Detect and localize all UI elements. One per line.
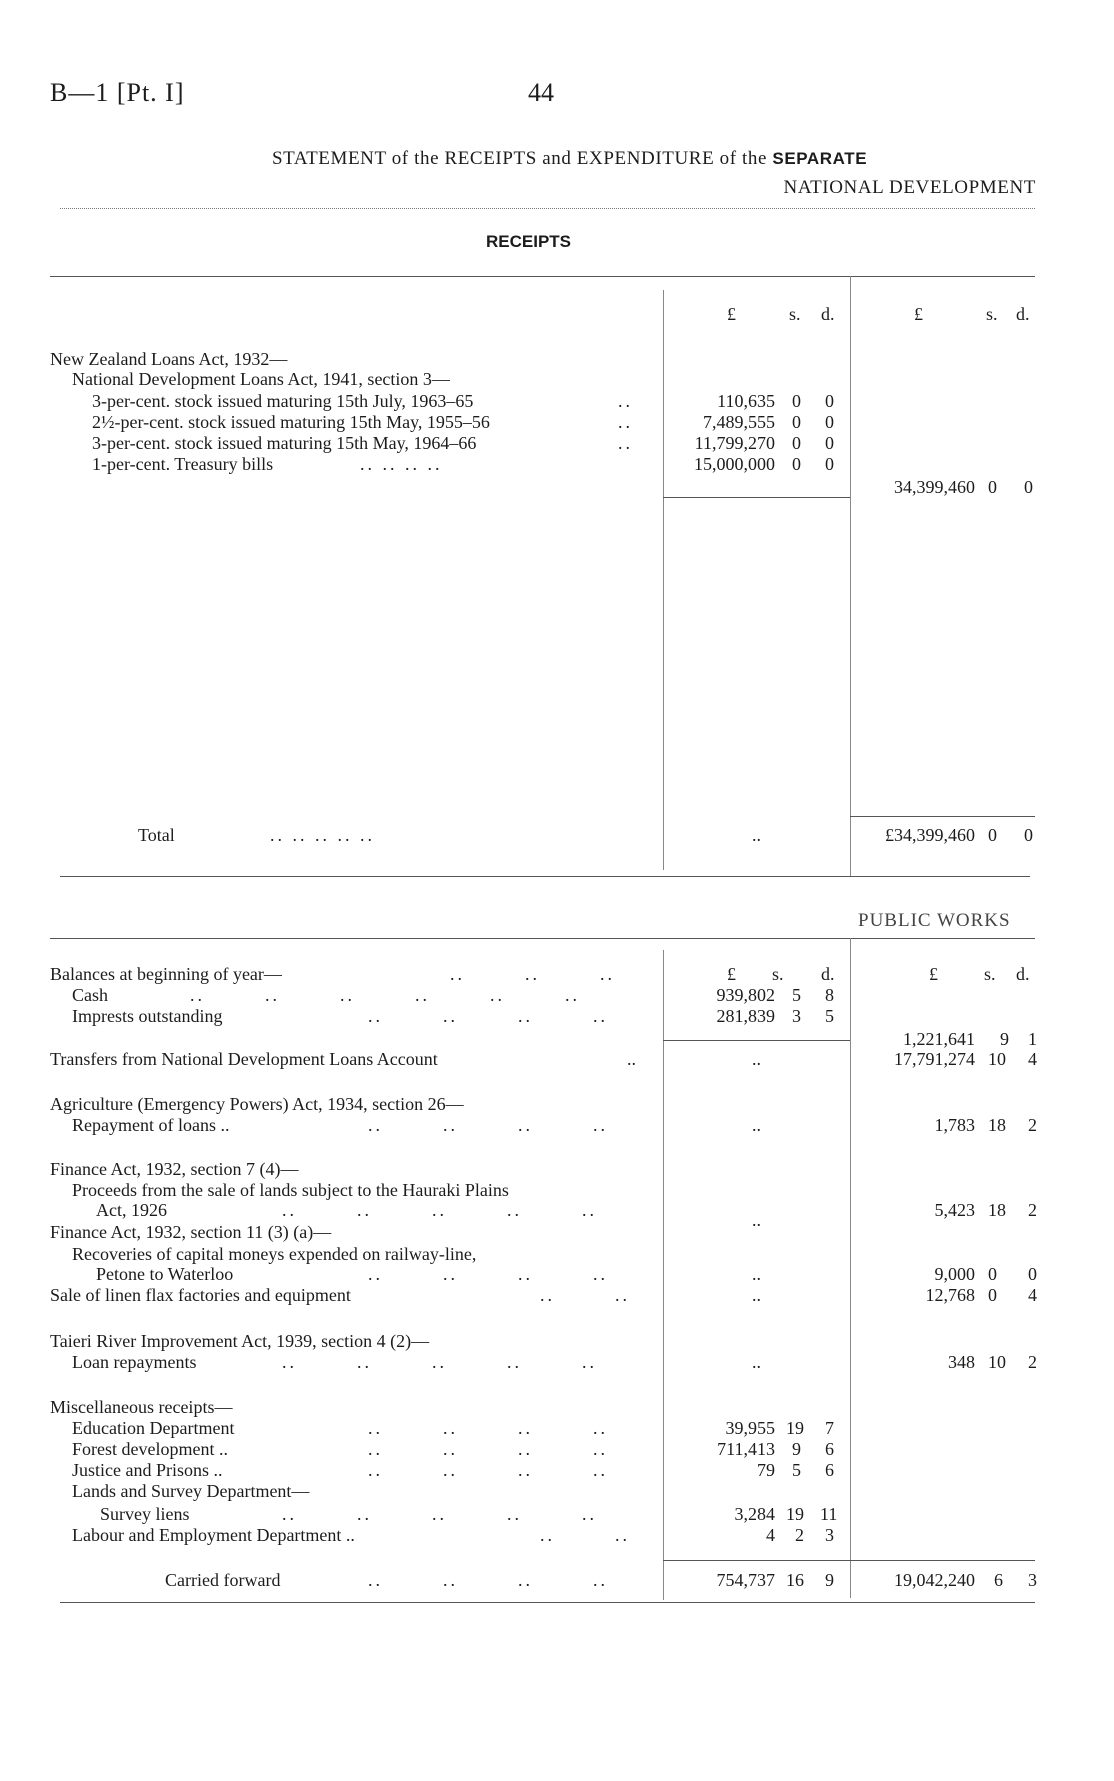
linen-label: Sale of linen flax factories and equipment [50,1285,351,1305]
finance-act-2-pounds: 9,000 [934,1264,975,1284]
stock-1963-pounds: 110,635 [717,391,775,411]
labour-pounds: 4 [766,1525,775,1545]
finance-act-2-shillings: 0 [988,1264,997,1284]
total-shillings: 0 [988,825,997,845]
subtotal-rule [663,497,850,498]
total-col-a: .. [752,825,761,845]
misc-forest-label: Forest development .. [72,1439,228,1459]
survey-liens-pence: 11 [820,1504,838,1524]
misc-forest-pounds: 711,413 [717,1439,775,1459]
stock-1955-pounds: 7,489,555 [703,412,775,432]
agri-sub-label: Repayment of loans .. [72,1115,230,1135]
stock-1964-pence: 0 [825,433,834,453]
carried-forward-top-rule [663,1560,1035,1561]
leader-dots: .. .. .. [450,964,615,984]
linen-shillings: 0 [988,1285,997,1305]
col-a-shillings-head: s. [772,964,784,984]
balances-total-pounds: 1,221,641 [903,1029,975,1049]
document-reference: B—1 [Pt. I] [50,78,185,107]
taieri-pounds: 348 [948,1352,975,1372]
page-number: 44 [528,78,554,107]
stock-1955-label: 2½-per-cent. stock issued maturing 15th May, 1955–56 [92,412,490,432]
leader-dots: .. [618,433,633,453]
survey-liens-label: Survey liens [100,1504,190,1524]
col-a-pence-head: d. [821,304,835,324]
finance-act-2-sub1: Recoveries of capital moneys expended on railway-line, [72,1244,477,1264]
finance-act-2-pence: 0 [1028,1264,1037,1284]
stock-1955-shillings: 0 [792,412,801,432]
treasury-bills-pounds: 15,000,000 [694,454,775,474]
misc-justice-pounds: 79 [757,1460,775,1480]
misc-education-pounds: 39,955 [725,1418,775,1438]
section1-col-divider-a [663,290,664,870]
leader-dots: .. .. .. .. [368,1460,608,1480]
carried-forward-b-pence: 3 [1028,1570,1037,1590]
cash-shillings: 5 [792,985,801,1005]
carried-forward-label: Carried forward [165,1570,281,1590]
misc-justice-pence: 6 [825,1460,834,1480]
public-works-heading: PUBLIC WORKS [858,910,1011,931]
stock-1963-pence: 0 [825,391,834,411]
leader-dots: .. [627,1049,636,1069]
linen-col-a: .. [752,1285,761,1305]
finance-act-1-sub1: Proceeds from the sale of lands subject to the Hauraki Plains [72,1180,509,1200]
survey-liens-shillings: 19 [786,1504,804,1524]
cash-pounds: 939,802 [716,985,775,1005]
leader-dots: .. .. .. .. [368,1006,608,1026]
receipts-heading: RECEIPTS [486,232,572,251]
misc-education-label: Education Department [72,1418,235,1438]
col-a-shillings-head: s. [789,304,801,324]
transfers-label: Transfers from National Development Loans Account [50,1049,438,1069]
loans-subtotal-shillings: 0 [988,477,997,497]
finance-act-1-shillings: 18 [988,1200,1006,1220]
col-a-pounds-head: £ [727,304,736,324]
leader-dots: .. [618,412,633,432]
survey-liens-pounds: 3,284 [734,1504,775,1524]
agri-label: Agriculture (Emergency Powers) Act, 1934, section 26— [50,1094,464,1114]
agri-pence: 2 [1028,1115,1037,1135]
misc-forest-pence: 6 [825,1439,834,1459]
statement-title-line1 [272,148,867,170]
taieri-sub-label: Loan repayments [72,1352,197,1372]
balances-label: Balances at beginning of year— [50,964,282,984]
transfers-pence: 4 [1028,1049,1037,1069]
col-b-pence-head: d. [1016,964,1030,984]
leader-dots: .. .. .. .. [368,1439,608,1459]
balances-subtotal-rule [663,1040,850,1041]
title-text: STATEMENT of the RECEIPTS and EXPENDITURE of the [272,148,773,169]
agri-pounds: 1,783 [934,1115,975,1135]
loans-act-heading: New Zealand Loans Act, 1932— [50,349,288,369]
imprests-label: Imprests outstanding [72,1006,223,1026]
finance-act-1-pence: 2 [1028,1200,1037,1220]
balances-total-shillings: 9 [1000,1029,1009,1049]
leader-dots: .. .. .. .. .. [282,1200,597,1220]
carried-forward-b-pounds: 19,042,240 [894,1570,975,1590]
section2-col-divider-a [663,950,664,1600]
col-b-pence-head: d. [1016,304,1030,324]
imprests-shillings: 3 [792,1006,801,1026]
transfers-pounds: 17,791,274 [894,1049,975,1069]
total-label: Total [138,825,175,845]
section1-col-divider-b [850,276,851,876]
loans-subtotal-pounds: 34,399,460 [894,477,975,497]
labour-label: Labour and Employment Department .. [72,1525,355,1545]
imprests-pounds: 281,839 [716,1006,775,1026]
misc-justice-shillings: 5 [792,1460,801,1480]
cash-pence: 8 [825,985,834,1005]
total-pounds: £34,399,460 [885,825,975,845]
linen-pence: 4 [1028,1285,1037,1305]
treasury-bills-shillings: 0 [792,454,801,474]
section1-top-rule [50,276,1035,277]
linen-pounds: 12,768 [925,1285,975,1305]
finance-act-2-label: Finance Act, 1932, section 11 (3) (a)— [50,1222,332,1242]
leader-dots: .. .. .. .. [368,1570,608,1590]
finance-act-2-col-a: .. [752,1264,761,1284]
labour-pence: 3 [825,1525,834,1545]
carried-forward-a-pounds: 754,737 [716,1570,775,1590]
finance-act-2-sub2: Petone to Waterloo [96,1264,234,1284]
leader-dots: .. .. .. .. .. [270,825,375,845]
total-top-rule [850,816,1035,817]
finance-act-1-pounds: 5,423 [934,1200,975,1220]
taieri-pence: 2 [1028,1352,1037,1372]
col-a-pounds-head: £ [727,964,736,984]
cash-label: Cash [72,985,108,1005]
misc-forest-shillings: 9 [792,1439,801,1459]
col-b-shillings-head: s. [986,304,998,324]
leader-dots: .. [618,391,633,411]
leader-dots: .. .. .. .. [368,1264,608,1284]
transfers-col-a: .. [752,1049,761,1069]
misc-education-pence: 7 [825,1418,834,1438]
finance-act-1-label: Finance Act, 1932, section 7 (4)— [50,1159,299,1179]
stock-1955-pence: 0 [825,412,834,432]
total-pence: 0 [1024,825,1033,845]
title-rule [60,208,1035,209]
development-loans-act-heading: National Development Loans Act, 1941, section 3— [72,369,450,389]
leader-dots: .. .. .. .. [360,454,443,474]
misc-justice-label: Justice and Prisons .. [72,1460,223,1480]
misc-label: Miscellaneous receipts— [50,1397,233,1417]
stock-1964-label: 3-per-cent. stock issued maturing 15th May, 1964–66 [92,433,477,453]
loans-subtotal-pence: 0 [1024,477,1033,497]
stock-1964-pounds: 11,799,270 [694,433,775,453]
balances-total-pence: 1 [1028,1029,1037,1049]
taieri-col-a: .. [752,1352,761,1372]
leader-dots: .. .. [540,1285,630,1305]
col-a-pence-head: d. [821,964,835,984]
agri-shillings: 18 [988,1115,1006,1135]
treasury-bills-pence: 0 [825,454,834,474]
labour-shillings: 2 [795,1525,804,1545]
section2-bottom-rule [60,1602,1035,1603]
stock-1964-shillings: 0 [792,433,801,453]
leader-dots: .. .. .. .. .. [282,1504,597,1524]
stock-1963-label: 3-per-cent. stock issued maturing 15th July, 1963–65 [92,391,474,411]
carried-forward-b-shillings: 6 [994,1570,1003,1590]
stock-1963-shillings: 0 [792,391,801,411]
leader-dots: .. .. .. .. [368,1115,608,1135]
transfers-shillings: 10 [988,1049,1006,1069]
title-bold-text: SEPARATE [772,149,868,168]
taieri-shillings: 10 [988,1352,1006,1372]
section2-top-rule [50,938,1035,939]
col-b-pounds-head: £ [914,304,923,324]
taieri-label: Taieri River Improvement Act, 1939, section 4 (2)— [50,1331,430,1351]
statement-title-line2: NATIONAL DEVELOPMENT [783,177,1036,198]
leader-dots: .. .. .. .. [368,1418,608,1438]
leader-dots: .. .. .. .. .. [282,1352,597,1372]
finance-act-1-sub2: Act, 1926 [96,1200,167,1220]
col-b-shillings-head: s. [984,964,996,984]
finance-act-1-col-a: .. [752,1210,761,1230]
section1-bottom-rule [60,876,1030,877]
col-b-pounds-head: £ [929,964,938,984]
carried-forward-a-shillings: 16 [786,1570,804,1590]
carried-forward-a-pence: 9 [825,1570,834,1590]
leader-dots: .. .. .. .. .. .. [190,985,580,1005]
misc-education-shillings: 19 [786,1418,804,1438]
treasury-bills-label: 1-per-cent. Treasury bills [92,454,274,474]
agri-col-a: .. [752,1115,761,1135]
leader-dots: .. .. [540,1525,630,1545]
lands-survey-label: Lands and Survey Department— [72,1481,310,1501]
imprests-pence: 5 [825,1006,834,1026]
